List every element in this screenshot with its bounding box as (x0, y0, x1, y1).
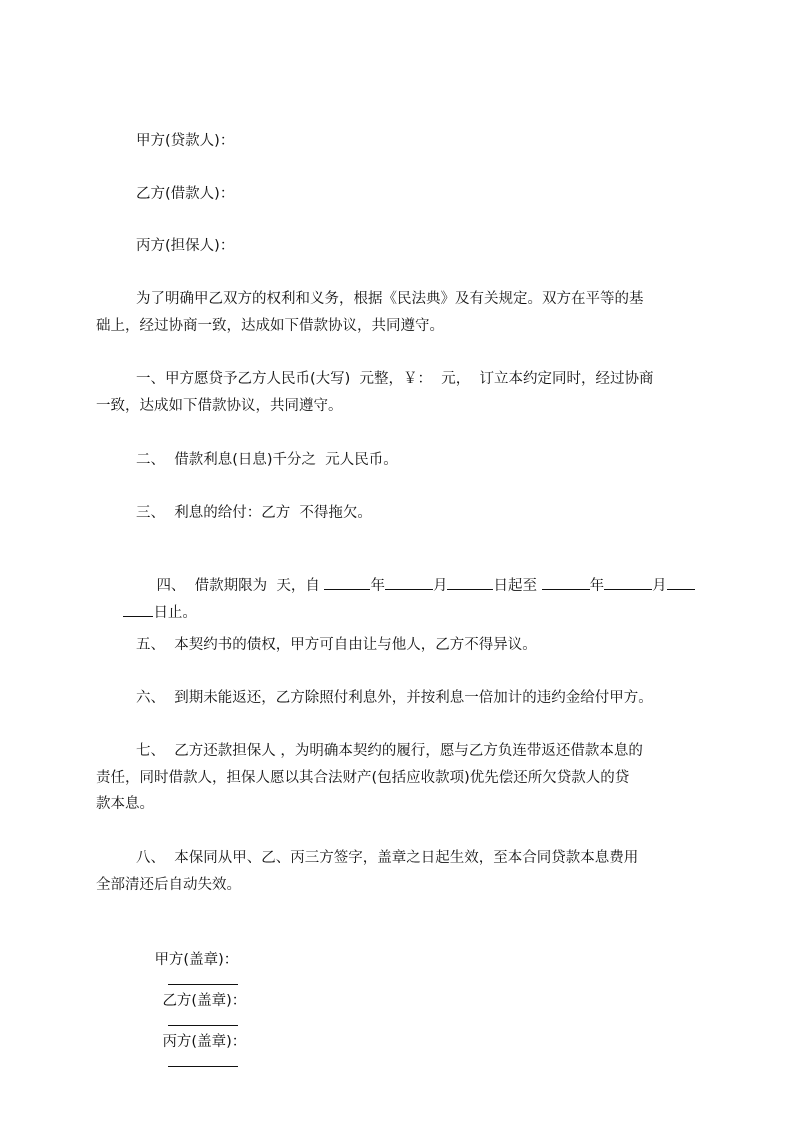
end-day-blank-part-2[interactable] (123, 602, 153, 617)
signature-row (136, 930, 246, 1093)
clause-8-line-1: 八、 本保同从甲、乙、丙三方签字，盖章之日起生效，至本合同贷款本息费用 (136, 850, 639, 866)
start-year-blank[interactable] (324, 575, 370, 590)
clause-2: 二、 借款利息(日息)千分之 元人民币。 (136, 452, 398, 468)
clause-1-line-1: 一、甲方愿贷予乙方人民币(大写) 元整，￥： 元， 订立本约定同时，经过协商 (136, 371, 654, 387)
start-day-label: 日起至 (493, 578, 542, 594)
clause-6: 六、 到期未能返还，乙方除照付利息外，并按利息一倍加计的违约金给付甲方。 (136, 690, 653, 706)
party-c-label: 丙方(担保人)： (136, 238, 235, 254)
clause-4-prefix: 四、 借款期限为 天，自 (156, 578, 325, 594)
signature-c-blank[interactable] (168, 1052, 238, 1067)
signature-a-label: 甲方(盖章)： (154, 952, 239, 968)
clause-4-line-1 (138, 555, 695, 616)
clause-7-line-1: 七、 乙方还款担保人 ，为明确本契约的履行，愿与乙方负连带返还借款本息的 (136, 743, 643, 759)
intro-line-1: 为了明确甲乙双方的权利和义务，根据《民法典》及有关规定。双方在平等的基 (136, 291, 644, 307)
clause-7-line-3: 款本息。 (96, 796, 154, 812)
clause-1-line-2: 一致，达成如下借款协议，共同遵守。 (96, 398, 343, 414)
clause-7-line-2: 责任，同时借款人，担保人愿以其合法财产(包括应收款项)优先偿还所欠贷款人的贷 (96, 770, 630, 786)
clause-4-end: 日止。 (153, 605, 197, 621)
party-b-label: 乙方(借款人)： (136, 186, 235, 202)
start-day-blank[interactable] (447, 575, 493, 590)
end-year-blank[interactable] (542, 575, 590, 590)
clause-8-line-2: 全部清还后自动失效。 (96, 877, 241, 893)
end-year-label: 年 (589, 578, 605, 594)
end-month-blank[interactable] (604, 575, 652, 590)
party-a-label: 甲方(贷款人)： (136, 133, 235, 149)
start-month-blank[interactable] (385, 575, 433, 590)
clause-3: 三、 利息的给付：乙方 不得拖欠。 (136, 505, 372, 521)
clause-5: 五、 本契约书的债权，甲方可自由让与他人，乙方不得异议。 (136, 637, 537, 653)
start-month-label: 月 (432, 578, 448, 594)
end-day-blank-part-1[interactable] (667, 575, 695, 590)
clause-4-line-2 (105, 582, 197, 643)
signature-b-label: 乙方(盖章)： (162, 993, 247, 1009)
signature-b-blank[interactable] (168, 1011, 238, 1026)
start-year-label: 年 (370, 578, 385, 594)
end-month-label: 月 (652, 578, 667, 594)
intro-line-2: 础上，经过协商一致，达成如下借款协议，共同遵守。 (96, 318, 444, 334)
signature-a-blank[interactable] (168, 970, 238, 985)
signature-c-label: 丙方(盖章)： (162, 1034, 247, 1050)
